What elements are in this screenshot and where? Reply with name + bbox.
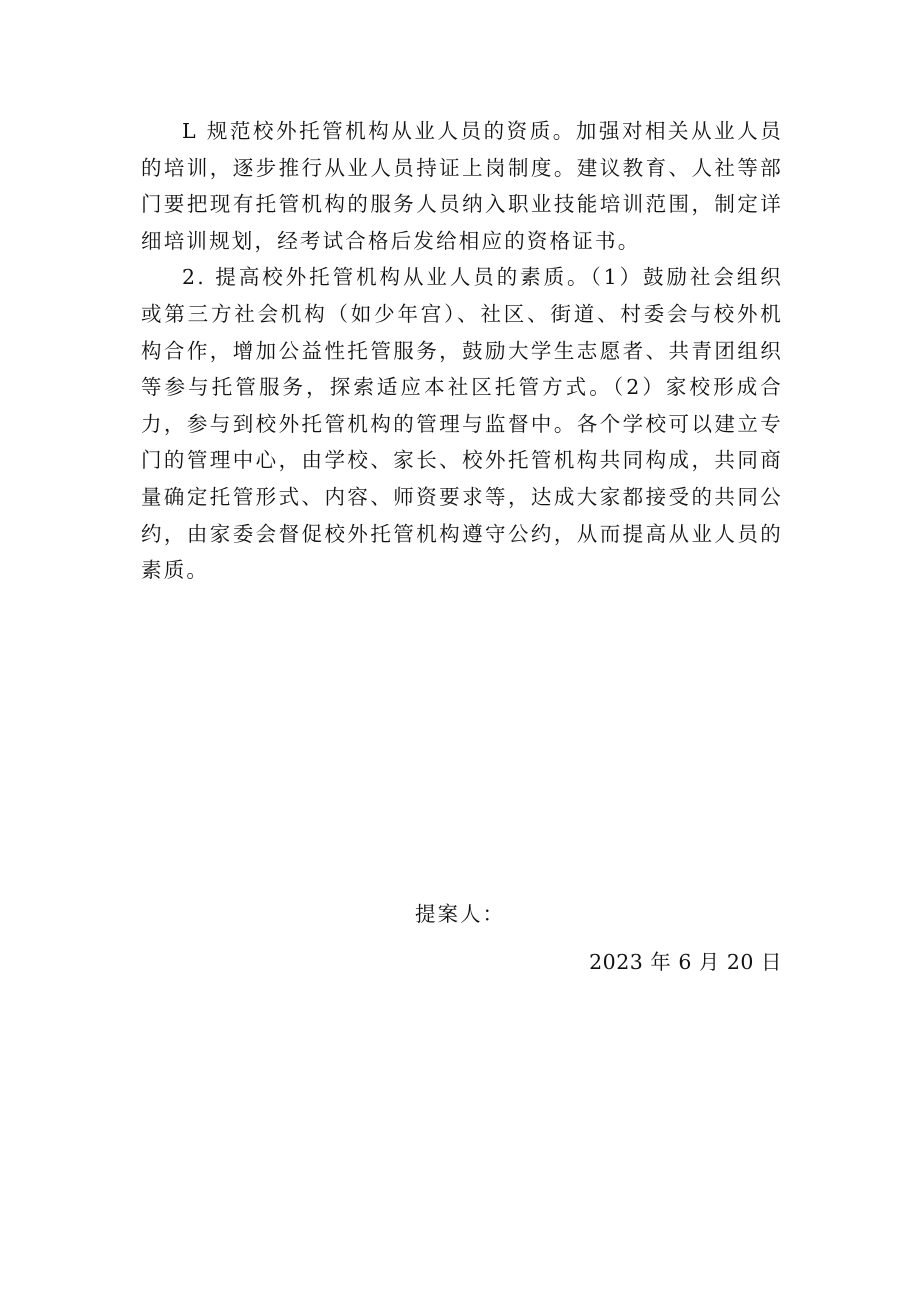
- proposer-label: 提案人：: [415, 902, 505, 926]
- document-body: [141, 113, 783, 589]
- paragraph-quality: 2. 提高校外托管机构从业人员的素质。（1）鼓励社会组织或第三方社会机构（如少年宫）、社区、街道、村委会与校外机构合作，增加公益性托管服务，鼓励大学生志愿者、共青团组织等参与托管服务，探索适应本社区托管方式。（2）家校形成合力，参与到校外托管机构的管理与监督中。各个学校可以建立专门的管理中心，由学校、家长、校外托管机构共同构成，共同商量确定托管形式、内容、师资要求等，达成大家都接受的共同公约，由家委会督促校外托管机构遵守公约，从而提高从业人员的素质。: [141, 265, 783, 583]
- paragraph-qualification: L 规范校外托管机构从业人员的资质。加强对相关从业人员的培训，逐步推行从业人员持证上岗制度。建议教育、人社等部门要把现有托管机构的服务人员纳入职业技能培训范围，制定详细培训规划，经考试合格后发给相应的资格证书。: [141, 119, 783, 253]
- document-date: 2023 年 6 月 20 日: [589, 950, 782, 974]
